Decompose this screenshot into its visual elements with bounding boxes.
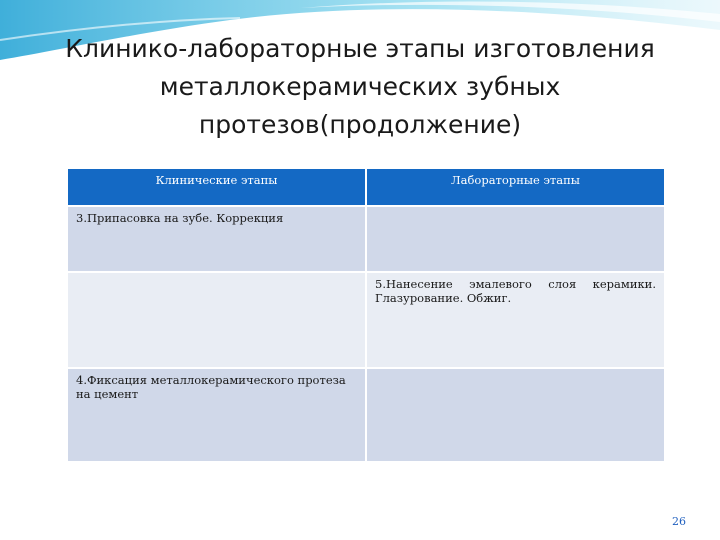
header-row [67,168,665,206]
title-line-1: Клинико-лабораторные этапы изготовления [65,34,655,63]
header-laboratory: Лабораторные этапы [366,168,665,206]
table-cell: 5.Нанесение эмалевого слоя керамики. Глазурование. Обжиг. [366,272,665,368]
stages-table [66,167,666,463]
table-row [67,206,665,272]
table-row [67,272,665,368]
title-line-2: металлокерамических зубных [159,72,561,101]
header-clinical: Клинические этапы [67,168,366,206]
table-row [67,368,665,462]
slide-title [0,30,720,144]
table-cell [366,206,665,272]
table-cell [366,368,665,462]
title-line-3: протезов(продолжение) [198,110,522,139]
page-number: 26 [672,515,686,528]
table-cell: 4.Фиксация металлокерамического протеза на цемент [67,368,366,462]
table-cell [67,272,366,368]
table-cell: 3.Припасовка на зубе. Коррекция [67,206,366,272]
